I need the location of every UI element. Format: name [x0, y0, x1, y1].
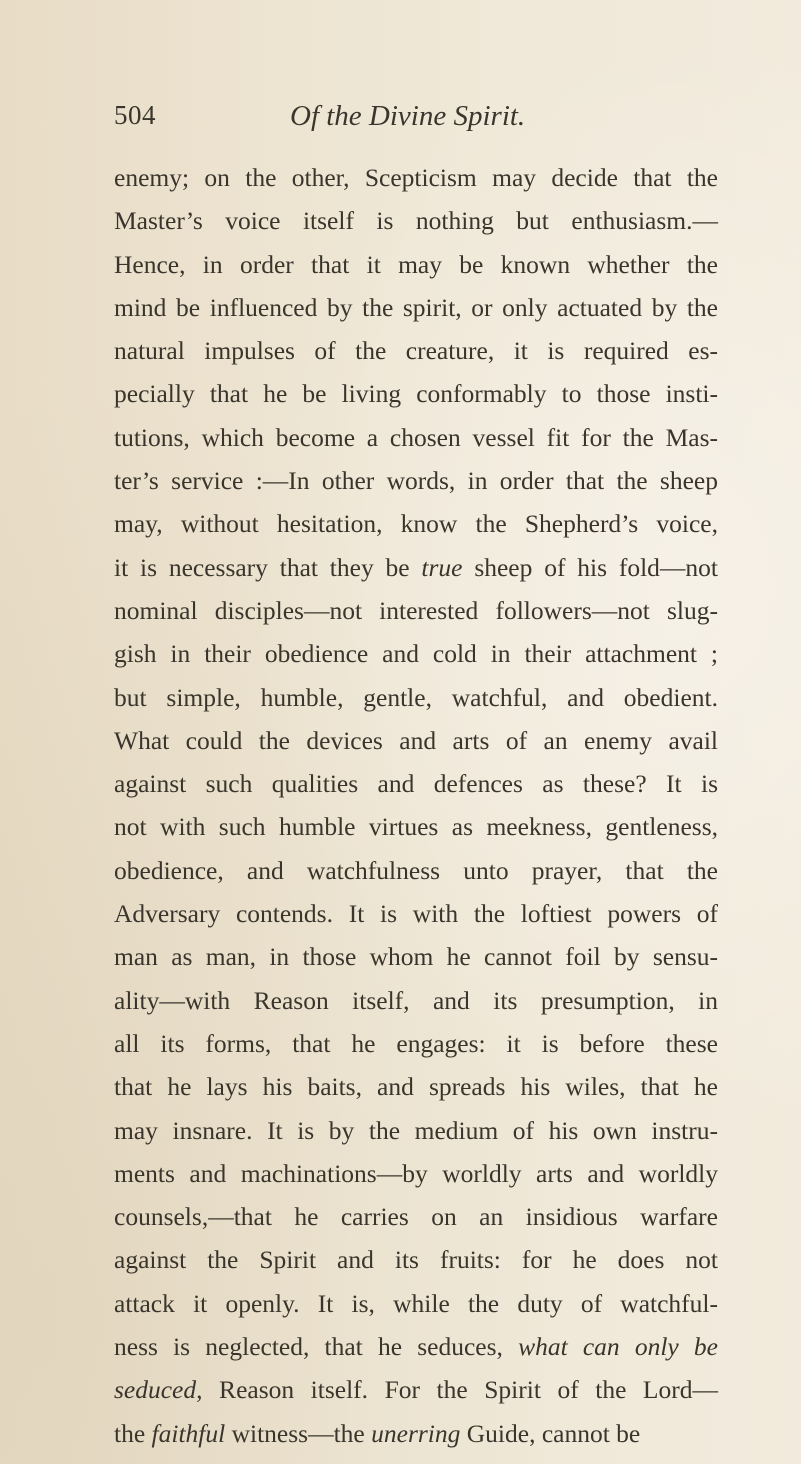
text-line: Hence, in order that it may be known whether the: [114, 249, 718, 279]
italic-text: unerring: [371, 1418, 461, 1448]
text-line: seduced, Reason itself. For the Spirit of the Lord—: [114, 1375, 718, 1405]
italic-text: faithful: [151, 1418, 226, 1448]
text-line: may, without hesitation, know the Shepherd’s voice,: [114, 509, 718, 539]
text-line: man as man, in those whom he cannot foil by sensu-: [114, 942, 718, 972]
running-head-title: Of the Divine Spirit.: [290, 100, 526, 132]
text-line: Master’s voice itself is nothing but enthusiasm.—: [114, 206, 718, 236]
text-line: tutions, which become a chosen vessel fit for the Mas-: [114, 422, 718, 452]
text-line: counsels,—that he carries on an insidious warfare: [114, 1202, 718, 1232]
text-line: attack it openly. It is, while the duty of watchful-: [114, 1288, 718, 1318]
text-line: against such qualities and defences as these? It is: [114, 769, 718, 799]
running-head: [100, 100, 720, 144]
italic-text: seduced,: [114, 1375, 203, 1405]
text-line: may insnare. It is by the medium of his own instru-: [114, 1115, 718, 1145]
text-line: nominal disciples—not interested followers—not slug-: [114, 595, 718, 625]
text-line: gish in their obedience and cold in their attachment ;: [114, 639, 718, 669]
body-text: [114, 156, 718, 1455]
text-line: ter’s service :—In other words, in order that the sheep: [114, 466, 718, 496]
text-line: ness is neglected, that he seduces, what can only be: [114, 1332, 718, 1362]
text-line: but simple, humble, gentle, watchful, and obedient.: [114, 682, 718, 712]
italic-text: what can only be: [518, 1332, 718, 1362]
page-number: 504: [114, 100, 156, 130]
text-line: pecially that he be living conformably to those insti-: [114, 379, 718, 409]
text-line: the faithful witness—the unerring Guide, cannot be: [114, 1418, 641, 1448]
text-line: all its forms, that he engages: it is before these: [114, 1028, 718, 1058]
text-line: natural impulses of the creature, it is required es-: [114, 336, 718, 366]
text-line: ality—with Reason itself, and its presumption, in: [114, 985, 718, 1015]
text-line: mind be influenced by the spirit, or only actuated by the: [114, 292, 718, 322]
text-line: ments and machinations—by worldly arts and worldly: [114, 1158, 718, 1188]
text-line: not with such humble virtues as meekness, gentleness,: [114, 812, 718, 842]
text-line: against the Spirit and its fruits: for he does not: [114, 1245, 718, 1275]
italic-text: true: [421, 552, 463, 582]
text-line: that he lays his baits, and spreads his wiles, that he: [114, 1072, 718, 1102]
text-line: Adversary contends. It is with the loftiest powers of: [114, 899, 718, 929]
text-line: What could the devices and arts of an enemy avail: [114, 725, 718, 755]
text-line: enemy; on the other, Scepticism may decide that the: [114, 163, 718, 192]
text-line: it is necessary that they be true sheep of his fold—not: [114, 552, 718, 582]
text-line: obedience, and watchfulness unto prayer, that the: [114, 855, 718, 885]
